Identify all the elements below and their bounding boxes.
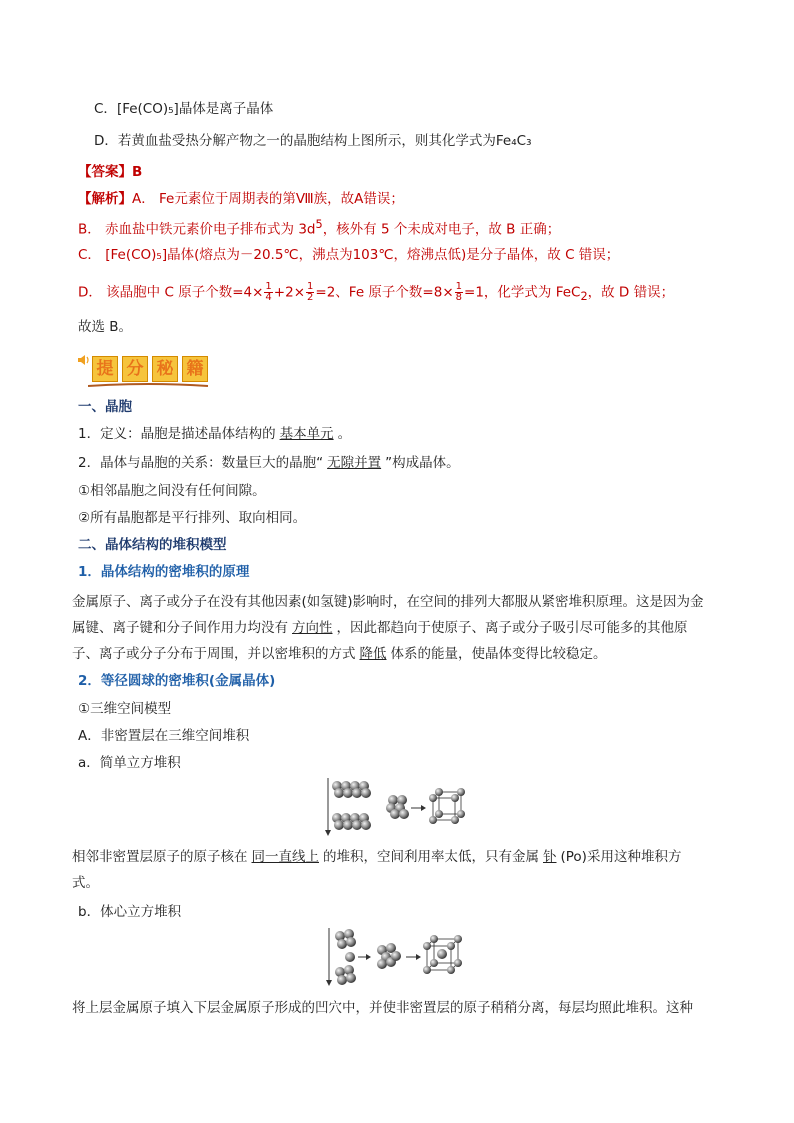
blank: 同一直线上 bbox=[251, 849, 319, 865]
section1-item1: 1．定义：晶胞是描述晶体结构的 基本单元 。 bbox=[78, 426, 352, 442]
section2-sub1: 1．晶体结构的密堆积的原理 bbox=[78, 564, 250, 580]
analysis-d: D． 该晶胞中 C 原子个数=4× $\frac{1}{4}$ +2× $\frac{1}{2}$ =2、Fe 原子个数=8× $\frac{1}{8}$ =1，化学式为 FeC$_2$，故 D 错误； bbox=[78, 281, 675, 304]
blank: 降低 bbox=[359, 646, 387, 662]
section2-sub2: 2．等径圆球的密堆积(金属晶体) bbox=[78, 673, 276, 689]
fe-co5-formula: [Fe(CO)₅] bbox=[116, 101, 179, 117]
analysis-b: B． 赤血盐中铁元素价电子排布式为 $3d^5$，核外有 5 个未成对电子，故 B 正确； bbox=[78, 218, 561, 238]
section2-b-sub: b．体心立方堆积 bbox=[78, 904, 182, 920]
section2-b-desc: 将上层金属原子填入下层金属原子形成的凹穴中，并使非密置层的原子稍稍分离，每层均照此堆积。这种 bbox=[72, 1000, 693, 1016]
section2-a-desc-l2: 式。 bbox=[72, 875, 99, 891]
section1-item2: 2．晶体与晶胞的关系：数量巨大的晶胞“ 无隙并置 ”构成晶体。 bbox=[78, 455, 460, 471]
simple-cubic-figure bbox=[325, 776, 470, 838]
blank: 钋 bbox=[543, 849, 557, 865]
fraction-quarter: $\frac{1}{4}$ bbox=[265, 281, 272, 303]
badge-char: 籍 bbox=[182, 356, 208, 382]
badge-char: 提 bbox=[92, 356, 118, 382]
section2-p1-l2: 属键、离子键和分子间作用力均没有 方向性 ，因此都趋向于使原子、离子或分子吸引尽可能多的其他原 bbox=[72, 620, 688, 636]
fraction-eighth: $\frac{1}{8}$ bbox=[455, 281, 463, 303]
section2-a-title: A．非密置层在三维空间堆积 bbox=[78, 728, 250, 744]
answer: 【答案】B bbox=[78, 164, 143, 180]
section1-point2: ②所有晶胞都是平行排列、取向相同。 bbox=[78, 510, 307, 526]
fe4c3-formula: Fe₄C₃ bbox=[495, 133, 532, 149]
section2-p1-l3: 子、离子或分子分布于周围，并以密堆积的方式 降低 体系的能量，使晶体变得比较稳定。 bbox=[72, 646, 607, 662]
section2-p1-l1: 金属原子、离子或分子在没有其他因素(如氢键)影响时，在空间的排列大都服从紧密堆积原理。这是因为金 bbox=[72, 594, 704, 610]
badge-char: 分 bbox=[122, 356, 148, 382]
blank: 基本单元 bbox=[279, 426, 334, 442]
blank: 方向性 bbox=[292, 620, 333, 636]
section2-a-sub: a．简单立方堆积 bbox=[78, 755, 181, 771]
section2-model: ①三维空间模型 bbox=[78, 701, 172, 717]
analysis-conclusion: 故选 B。 bbox=[78, 319, 133, 335]
fraction-half: $\frac{1}{2}$ bbox=[307, 281, 314, 303]
blank: 无隙并置 bbox=[327, 455, 382, 471]
analysis-a: 【解析】A． Fe元素位于周期表的第Ⅷ族，故A错误； bbox=[78, 191, 404, 207]
section1-point1: ①相邻晶胞之间没有任何间隙。 bbox=[78, 483, 266, 499]
option-d: D．若黄血盐受热分解产物之一的晶胞结构上图所示，则其化学式为Fe₄C₃ bbox=[94, 133, 532, 149]
analysis-c: C． [Fe(CO)₅]晶体(熔点为－20.5℃，沸点为103℃，熔沸点低)是分子晶体，故 C 错误； bbox=[78, 247, 620, 263]
body-centered-cubic-figure bbox=[326, 926, 470, 988]
option-c: C．[Fe(CO)₅]晶体是离子晶体 bbox=[94, 101, 274, 117]
badge-char: 秘 bbox=[152, 356, 178, 382]
section1-title: 一、晶胞 bbox=[78, 399, 132, 415]
section2-a-desc: 相邻非密置层原子的原子核在 同一直线上 的堆积，空间利用率太低，只有金属 钋 (Po)采用这种堆积方 bbox=[72, 849, 682, 865]
speaker-icon bbox=[76, 352, 92, 368]
section2-title: 二、晶体结构的堆积模型 bbox=[78, 537, 227, 553]
tips-badge bbox=[76, 352, 206, 386]
badge-underline bbox=[88, 382, 218, 390]
